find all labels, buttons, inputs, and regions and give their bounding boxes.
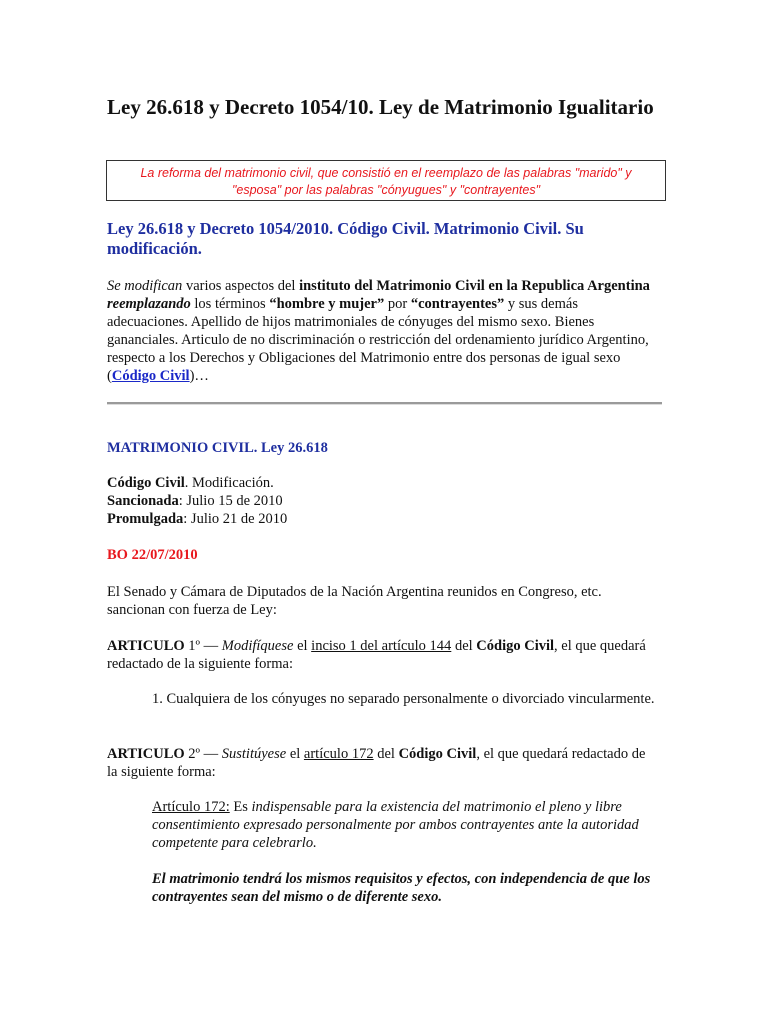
intro-s11: )… xyxy=(189,368,209,384)
art1-t2: del xyxy=(451,638,477,654)
boletin-oficial-date: BO 22/07/2010 xyxy=(107,547,198,563)
article-172-quote xyxy=(152,798,662,852)
codigo-label: Código Civil xyxy=(107,475,185,491)
page-title: Ley 26.618 y Decreto 1054/10. Ley de Matrimonio Igualitario xyxy=(107,95,654,119)
art2-label: ARTICULO xyxy=(107,746,185,762)
article-1 xyxy=(107,637,659,673)
art2-ref: artículo 172 xyxy=(303,746,374,762)
intro-paragraph xyxy=(107,277,659,385)
law-heading: MATRIMONIO CIVIL. Ley 26.618 xyxy=(107,440,328,456)
intro-s10: y sus demás adecuaciones. Apellido de hijos matrimoniales de cónyuges del mismo sexo. Bienes gananciales. Articulo de no discriminación o restricción del ordenamiento jurídico Argentino, respecto a los Derechos y Obligaciones del Matrimonio entre dos personas de igual sexo ( xyxy=(107,296,649,384)
intro-s5: reemplazando xyxy=(107,296,191,312)
art1-code: Código Civil xyxy=(476,638,555,654)
article-172-equality-clause xyxy=(152,870,662,906)
art2-num: 2º — xyxy=(184,746,222,762)
art172-ref: Artículo 172: xyxy=(152,799,230,815)
art172-text: indispensable para la existencia del matrimonio el pleno y libre consentimiento expresado personalmente por ambos contrayentes ante la autoridad competente para celebrarlo. xyxy=(152,799,639,851)
intro-s3: instituto del Matrimonio Civil en la Republica Argentina xyxy=(299,278,650,294)
art1-verb: Modifíquese xyxy=(221,638,294,654)
art2-code: Código Civil xyxy=(398,746,477,762)
intro-s2: varios aspectos del xyxy=(182,278,300,294)
art2-t2: del xyxy=(373,746,399,762)
sancionada-label: Sancionada xyxy=(107,493,179,509)
art1-ref: inciso 1 del artículo 144 xyxy=(311,638,452,654)
art172-bold-text: El matrimonio tendrá los mismos requisitos y efectos, con independencia de que los contrayentes sean del mismo o de diferente sexo. xyxy=(152,871,651,905)
intro-s6: los términos xyxy=(190,296,270,312)
abstract-box xyxy=(106,160,666,201)
art2-t1: el xyxy=(286,746,304,762)
abstract-text: La reforma del matrimonio civil, que consistió en el reemplazo de las palabras "marido" y "esposa" por las palabras "cónyugues" y "contrayentes" xyxy=(140,166,632,197)
intro-s9: “contrayentes” xyxy=(410,296,505,312)
article-1-item: 1. Cualquiera de los cónyuges no separado personalmente o divorciado vincularmente. xyxy=(152,691,655,707)
law-metadata xyxy=(107,474,287,528)
preamble-paragraph: El Senado y Cámara de Diputados de la Nación Argentina reunidos en Congreso, etc. sancionan con fuerza de Ley: xyxy=(107,584,602,618)
section-subtitle: Ley 26.618 y Decreto 1054/2010. Código Civil. Matrimonio Civil. Su modificación. xyxy=(107,219,584,258)
art1-label: ARTICULO xyxy=(107,638,185,654)
codigo-value: . Modificación. xyxy=(184,475,274,491)
article-2 xyxy=(107,745,659,781)
art172-es: Es xyxy=(229,799,252,815)
horizontal-divider xyxy=(107,402,662,405)
art2-verb: Sustitúyese xyxy=(221,746,287,762)
sancionada-value: : Julio 15 de 2010 xyxy=(178,493,283,509)
intro-s7: “hombre y mujer” xyxy=(269,296,385,312)
art1-t1: el xyxy=(293,638,312,654)
codigo-civil-link[interactable]: Código Civil xyxy=(111,368,190,384)
art2-t3: , el que quedará redactado de la siguiente forma: xyxy=(107,746,646,780)
promulgada-label: Promulgada xyxy=(107,511,184,527)
intro-s8: por xyxy=(384,296,411,312)
intro-s1: Se modifican xyxy=(107,278,183,294)
promulgada-value: : Julio 21 de 2010 xyxy=(183,511,288,527)
art1-num: 1º — xyxy=(184,638,222,654)
art1-t3: , el que quedará redactado de la siguiente forma: xyxy=(107,638,646,672)
